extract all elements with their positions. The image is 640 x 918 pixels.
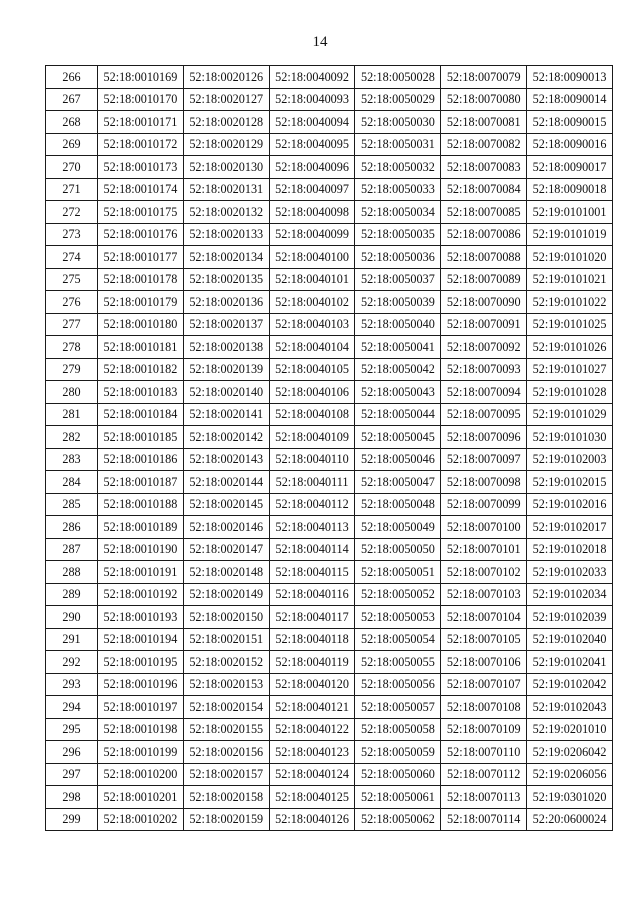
table-row [46,808,613,831]
cadastral-number-cell: 52:18:0010180 [98,313,184,336]
cadastral-number-cell: 52:18:0010187 [98,471,184,494]
table-row [46,493,613,516]
cadastral-number-cell: 52:18:0020141 [183,403,269,426]
cadastral-number-cell: 52:18:0020138 [183,336,269,359]
cadastral-number-cell: 52:18:0050042 [355,358,441,381]
cadastral-number-cell: 52:18:0070097 [441,448,527,471]
cadastral-number-cell: 52:18:0050029 [355,88,441,111]
cadastral-number-cell: 52:19:0102033 [527,561,613,584]
cadastral-number-cell: 52:18:0070082 [441,133,527,156]
cadastral-number-cell: 52:18:0020150 [183,606,269,629]
row-number-cell: 286 [46,516,98,539]
cadastral-number-cell: 52:18:0010199 [98,741,184,764]
cadastral-number-cell: 52:18:0050047 [355,471,441,494]
cadastral-number-cell: 52:18:0010182 [98,358,184,381]
cadastral-number-cell: 52:18:0010184 [98,403,184,426]
cadastral-number-cell: 52:19:0101029 [527,403,613,426]
cadastral-number-cell: 52:19:0102018 [527,538,613,561]
cadastral-number-cell: 52:18:0010170 [98,88,184,111]
cadastral-number-cell: 52:18:0090015 [527,111,613,134]
cadastral-number-cell: 52:18:0070080 [441,88,527,111]
cadastral-number-cell: 52:18:0070088 [441,246,527,269]
cadastral-number-cell: 52:18:0070107 [441,673,527,696]
cadastral-number-cell: 52:18:0010197 [98,696,184,719]
cadastral-number-cell: 52:18:0010195 [98,651,184,674]
cadastral-number-cell: 52:18:0070103 [441,583,527,606]
cadastral-number-cell: 52:18:0010196 [98,673,184,696]
cadastral-number-cell: 52:18:0040108 [269,403,355,426]
cadastral-number-cell: 52:18:0020154 [183,696,269,719]
cadastral-number-cell: 52:18:0020152 [183,651,269,674]
cadastral-number-cell: 52:18:0020127 [183,88,269,111]
cadastral-number-cell: 52:18:0010173 [98,156,184,179]
cadastral-number-cell: 52:18:0040126 [269,808,355,831]
row-number-cell: 281 [46,403,98,426]
cadastral-number-cell: 52:18:0070084 [441,178,527,201]
cadastral-number-cell: 52:18:0070083 [441,156,527,179]
cadastral-number-cell: 52:18:0020156 [183,741,269,764]
cadastral-number-cell: 52:18:0040100 [269,246,355,269]
cadastral-number-cell: 52:20:0600024 [527,808,613,831]
table-row [46,223,613,246]
cadastral-number-cell: 52:18:0010169 [98,66,184,89]
cadastral-number-cell: 52:18:0040099 [269,223,355,246]
cadastral-number-cell: 52:18:0070092 [441,336,527,359]
cadastral-number-cell: 52:18:0040101 [269,268,355,291]
cadastral-number-cell: 52:19:0102017 [527,516,613,539]
cadastral-number-cell: 52:18:0050043 [355,381,441,404]
cadastral-number-cell: 52:18:0070093 [441,358,527,381]
cadastral-number-cell: 52:18:0090013 [527,66,613,89]
cadastral-number-cell: 52:18:0040105 [269,358,355,381]
cadastral-number-cell: 52:18:0010189 [98,516,184,539]
row-number-cell: 266 [46,66,98,89]
cadastral-number-cell: 52:18:0050039 [355,291,441,314]
cadastral-number-cell: 52:18:0050035 [355,223,441,246]
cadastral-number-cell: 52:18:0020148 [183,561,269,584]
cadastral-number-cell: 52:19:0101025 [527,313,613,336]
row-number-cell: 278 [46,336,98,359]
cadastral-number-cell: 52:18:0070089 [441,268,527,291]
table-row [46,66,613,89]
table-row [46,448,613,471]
cadastral-number-cell: 52:18:0040111 [269,471,355,494]
cadastral-number-cell: 52:18:0070096 [441,426,527,449]
table-row [46,426,613,449]
row-number-cell: 297 [46,763,98,786]
row-number-cell: 288 [46,561,98,584]
cadastral-number-cell: 52:19:0101020 [527,246,613,269]
cadastral-number-cell: 52:18:0040121 [269,696,355,719]
row-number-cell: 272 [46,201,98,224]
table-row [46,291,613,314]
cadastral-number-cell: 52:18:0070085 [441,201,527,224]
cadastral-number-cell: 52:18:0020140 [183,381,269,404]
cadastral-number-cell: 52:19:0102039 [527,606,613,629]
page-number: 14 [312,34,328,50]
cadastral-number-cell: 52:18:0010178 [98,268,184,291]
cadastral-number-cell: 52:18:0050032 [355,156,441,179]
cadastral-number-cell: 52:18:0040109 [269,426,355,449]
cadastral-number-cell: 52:18:0040102 [269,291,355,314]
cadastral-number-cell: 52:18:0020128 [183,111,269,134]
cadastral-number-cell: 52:19:0101001 [527,201,613,224]
cadastral-number-cell: 52:18:0050030 [355,111,441,134]
cadastral-number-cell: 52:18:0040122 [269,718,355,741]
row-number-cell: 277 [46,313,98,336]
cadastral-number-cell: 52:18:0040093 [269,88,355,111]
cadastral-number-cell: 52:18:0050037 [355,268,441,291]
row-number-cell: 290 [46,606,98,629]
table-row [46,651,613,674]
cadastral-number-cell: 52:19:0101019 [527,223,613,246]
cadastral-number-cell: 52:18:0090018 [527,178,613,201]
table-row [46,516,613,539]
cadastral-number-cell: 52:18:0050045 [355,426,441,449]
cadastral-number-cell: 52:19:0102040 [527,628,613,651]
cadastral-number-cell: 52:18:0040123 [269,741,355,764]
cadastral-number-cell: 52:18:0010174 [98,178,184,201]
cadastral-number-cell: 52:18:0020144 [183,471,269,494]
cadastral-number-cell: 52:18:0040098 [269,201,355,224]
cadastral-number-cell: 52:18:0010186 [98,448,184,471]
cadastral-number-cell: 52:19:0102016 [527,493,613,516]
table-row [46,538,613,561]
table-row [46,696,613,719]
table-row [46,403,613,426]
cadastral-number-cell: 52:18:0040119 [269,651,355,674]
table-row [46,763,613,786]
cadastral-number-cell: 52:18:0070114 [441,808,527,831]
cadastral-number-cell: 52:18:0050055 [355,651,441,674]
cadastral-number-cell: 52:18:0050060 [355,763,441,786]
cadastral-number-cell: 52:18:0040092 [269,66,355,89]
cadastral-number-cell: 52:18:0070110 [441,741,527,764]
cadastral-number-cell: 52:18:0040120 [269,673,355,696]
cadastral-number-cell: 52:18:0070086 [441,223,527,246]
cadastral-number-cell: 52:18:0020149 [183,583,269,606]
cadastral-number-cell: 52:18:0040104 [269,336,355,359]
cadastral-number-cell: 52:18:0020139 [183,358,269,381]
cadastral-registry-table [45,65,613,831]
table-row [46,268,613,291]
table-row [46,178,613,201]
table-row [46,156,613,179]
cadastral-number-cell: 52:18:0070094 [441,381,527,404]
cadastral-number-cell: 52:18:0070081 [441,111,527,134]
cadastral-number-cell: 52:18:0010177 [98,246,184,269]
row-number-cell: 269 [46,133,98,156]
cadastral-number-cell: 52:18:0010176 [98,223,184,246]
cadastral-number-cell: 52:18:0010202 [98,808,184,831]
cadastral-number-cell: 52:18:0050049 [355,516,441,539]
row-number-cell: 284 [46,471,98,494]
row-number-cell: 298 [46,786,98,809]
cadastral-number-cell: 52:18:0040103 [269,313,355,336]
cadastral-number-cell: 52:18:0020146 [183,516,269,539]
cadastral-number-cell: 52:19:0102003 [527,448,613,471]
cadastral-number-cell: 52:18:0020129 [183,133,269,156]
row-number-cell: 287 [46,538,98,561]
cadastral-number-cell: 52:18:0020147 [183,538,269,561]
cadastral-number-cell: 52:19:0102043 [527,696,613,719]
row-number-cell: 293 [46,673,98,696]
cadastral-number-cell: 52:19:0101028 [527,381,613,404]
row-number-cell: 268 [46,111,98,134]
cadastral-number-cell: 52:19:0101030 [527,426,613,449]
row-number-cell: 282 [46,426,98,449]
cadastral-number-cell: 52:18:0070106 [441,651,527,674]
row-number-cell: 279 [46,358,98,381]
cadastral-number-cell: 52:18:0070079 [441,66,527,89]
cadastral-number-cell: 52:18:0010198 [98,718,184,741]
cadastral-number-cell: 52:18:0050036 [355,246,441,269]
cadastral-number-cell: 52:18:0020151 [183,628,269,651]
cadastral-number-cell: 52:19:0102015 [527,471,613,494]
cadastral-number-cell: 52:18:0040117 [269,606,355,629]
table-row [46,606,613,629]
row-number-cell: 267 [46,88,98,111]
cadastral-number-cell: 52:19:0206056 [527,763,613,786]
cadastral-number-cell: 52:18:0040118 [269,628,355,651]
cadastral-number-cell: 52:18:0090017 [527,156,613,179]
cadastral-number-cell: 52:18:0010193 [98,606,184,629]
cadastral-number-cell: 52:18:0050057 [355,696,441,719]
cadastral-number-cell: 52:18:0040096 [269,156,355,179]
cadastral-number-cell: 52:18:0010192 [98,583,184,606]
cadastral-number-cell: 52:19:0206042 [527,741,613,764]
cadastral-number-cell: 52:18:0040113 [269,516,355,539]
table-row [46,88,613,111]
cadastral-number-cell: 52:18:0040094 [269,111,355,134]
table-row [46,628,613,651]
row-number-cell: 292 [46,651,98,674]
cadastral-number-cell: 52:18:0050040 [355,313,441,336]
cadastral-number-cell: 52:18:0050028 [355,66,441,89]
cadastral-number-cell: 52:18:0020130 [183,156,269,179]
cadastral-number-cell: 52:18:0070112 [441,763,527,786]
cadastral-number-cell: 52:18:0050062 [355,808,441,831]
cadastral-number-cell: 52:18:0050059 [355,741,441,764]
cadastral-number-cell: 52:18:0050041 [355,336,441,359]
cadastral-number-cell: 52:18:0010172 [98,133,184,156]
cadastral-number-cell: 52:18:0070104 [441,606,527,629]
cadastral-number-cell: 52:18:0020153 [183,673,269,696]
row-number-cell: 289 [46,583,98,606]
row-number-cell: 283 [46,448,98,471]
cadastral-number-cell: 52:18:0040110 [269,448,355,471]
cadastral-number-cell: 52:18:0020136 [183,291,269,314]
cadastral-number-cell: 52:18:0010183 [98,381,184,404]
table-row [46,246,613,269]
cadastral-number-cell: 52:19:0102041 [527,651,613,674]
table-row [46,786,613,809]
cadastral-number-cell: 52:18:0070098 [441,471,527,494]
cadastral-number-cell: 52:18:0040125 [269,786,355,809]
table-row [46,583,613,606]
cadastral-number-cell: 52:18:0070095 [441,403,527,426]
cadastral-number-cell: 52:18:0020155 [183,718,269,741]
table-row [46,313,613,336]
cadastral-number-cell: 52:18:0050051 [355,561,441,584]
row-number-cell: 274 [46,246,98,269]
table-row [46,133,613,156]
cadastral-number-cell: 52:18:0070100 [441,516,527,539]
cadastral-number-cell: 52:18:0050044 [355,403,441,426]
cadastral-number-cell: 52:18:0070090 [441,291,527,314]
cadastral-number-cell: 52:19:0101027 [527,358,613,381]
cadastral-number-cell: 52:19:0101022 [527,291,613,314]
table-body [46,66,613,831]
table-row [46,336,613,359]
row-number-cell: 295 [46,718,98,741]
cadastral-number-cell: 52:19:0101021 [527,268,613,291]
cadastral-number-cell: 52:18:0020143 [183,448,269,471]
cadastral-number-cell: 52:18:0050048 [355,493,441,516]
row-number-cell: 271 [46,178,98,201]
cadastral-number-cell: 52:18:0010194 [98,628,184,651]
cadastral-number-cell: 52:18:0020137 [183,313,269,336]
cadastral-number-cell: 52:18:0050061 [355,786,441,809]
cadastral-number-cell: 52:18:0010200 [98,763,184,786]
cadastral-number-cell: 52:18:0070105 [441,628,527,651]
cadastral-number-cell: 52:18:0040095 [269,133,355,156]
cadastral-number-cell: 52:18:0070102 [441,561,527,584]
table-row [46,381,613,404]
cadastral-number-cell: 52:19:0101026 [527,336,613,359]
cadastral-number-cell: 52:18:0040114 [269,538,355,561]
cadastral-number-cell: 52:18:0020134 [183,246,269,269]
cadastral-number-cell: 52:18:0040106 [269,381,355,404]
cadastral-number-cell: 52:18:0050033 [355,178,441,201]
table-row [46,201,613,224]
cadastral-number-cell: 52:18:0070113 [441,786,527,809]
cadastral-number-cell: 52:18:0050056 [355,673,441,696]
cadastral-number-cell: 52:18:0020158 [183,786,269,809]
cadastral-number-cell: 52:18:0010185 [98,426,184,449]
row-number-cell: 273 [46,223,98,246]
cadastral-number-cell: 52:18:0070109 [441,718,527,741]
cadastral-number-cell: 52:18:0040116 [269,583,355,606]
row-number-cell: 299 [46,808,98,831]
cadastral-number-cell: 52:19:0301020 [527,786,613,809]
cadastral-number-cell: 52:19:0201010 [527,718,613,741]
cadastral-number-cell: 52:18:0050031 [355,133,441,156]
cadastral-number-cell: 52:18:0040112 [269,493,355,516]
row-number-cell: 270 [46,156,98,179]
table-row [46,561,613,584]
row-number-cell: 285 [46,493,98,516]
cadastral-number-cell: 52:18:0050034 [355,201,441,224]
row-number-cell: 280 [46,381,98,404]
cadastral-number-cell: 52:18:0070101 [441,538,527,561]
row-number-cell: 296 [46,741,98,764]
cadastral-number-cell: 52:18:0070091 [441,313,527,336]
cadastral-number-cell: 52:18:0040115 [269,561,355,584]
table-row [46,718,613,741]
cadastral-number-cell: 52:18:0020132 [183,201,269,224]
cadastral-number-cell: 52:19:0102034 [527,583,613,606]
cadastral-number-cell: 52:18:0040097 [269,178,355,201]
cadastral-number-cell: 52:18:0010171 [98,111,184,134]
cadastral-number-cell: 52:18:0020133 [183,223,269,246]
cadastral-number-cell: 52:18:0070099 [441,493,527,516]
cadastral-number-cell: 52:18:0040124 [269,763,355,786]
cadastral-number-cell: 52:18:0020159 [183,808,269,831]
table-row [46,358,613,381]
row-number-cell: 276 [46,291,98,314]
cadastral-number-cell: 52:18:0050046 [355,448,441,471]
cadastral-number-cell: 52:18:0020131 [183,178,269,201]
cadastral-number-cell: 52:18:0010201 [98,786,184,809]
cadastral-number-cell: 52:18:0090014 [527,88,613,111]
cadastral-number-cell: 52:18:0020145 [183,493,269,516]
cadastral-number-cell: 52:18:0010188 [98,493,184,516]
cadastral-number-cell: 52:18:0010191 [98,561,184,584]
cadastral-number-cell: 52:18:0020135 [183,268,269,291]
cadastral-number-cell: 52:18:0070108 [441,696,527,719]
cadastral-number-cell: 52:18:0010175 [98,201,184,224]
table-row [46,673,613,696]
cadastral-number-cell: 52:18:0050050 [355,538,441,561]
cadastral-number-cell: 52:18:0020126 [183,66,269,89]
row-number-cell: 294 [46,696,98,719]
cadastral-number-cell: 52:19:0102042 [527,673,613,696]
table-row [46,471,613,494]
table-row [46,741,613,764]
cadastral-number-cell: 52:18:0050058 [355,718,441,741]
cadastral-number-cell: 52:18:0050053 [355,606,441,629]
cadastral-number-cell: 52:18:0010179 [98,291,184,314]
table-row [46,111,613,134]
cadastral-number-cell: 52:18:0020157 [183,763,269,786]
row-number-cell: 275 [46,268,98,291]
cadastral-number-cell: 52:18:0050052 [355,583,441,606]
row-number-cell: 291 [46,628,98,651]
cadastral-number-cell: 52:18:0020142 [183,426,269,449]
cadastral-number-cell: 52:18:0010190 [98,538,184,561]
cadastral-number-cell: 52:18:0050054 [355,628,441,651]
cadastral-number-cell: 52:18:0090016 [527,133,613,156]
cadastral-number-cell: 52:18:0010181 [98,336,184,359]
